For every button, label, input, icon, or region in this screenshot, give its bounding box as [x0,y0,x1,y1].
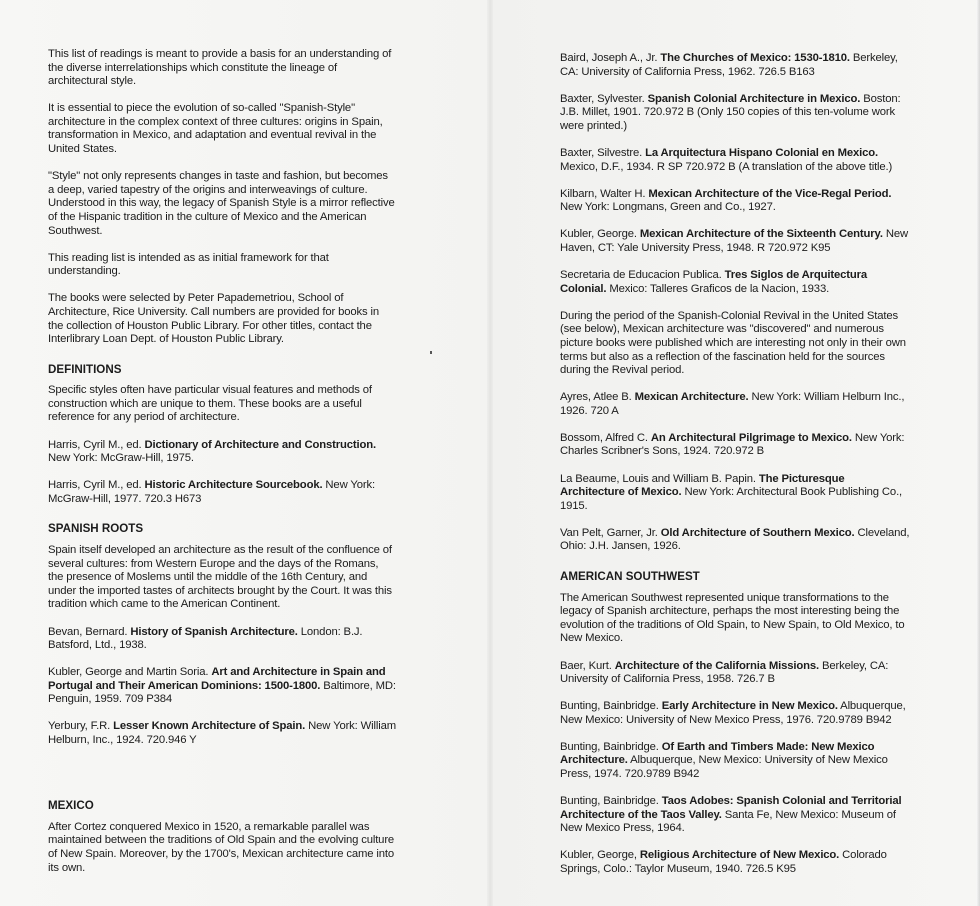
citation-publisher: Mexico, D.F., 1934. R SP 720.972 B (A translation of the above title.) [560,160,893,173]
citation [560,432,910,459]
citation-title: Lesser Known Architecture of Spain. [113,720,306,733]
citation-publisher: New York: William Helburn Inc., 1926. 720 A [560,391,905,417]
citation-author: Van Pelt, Garner, Jr. [560,526,661,539]
citation-title: Architecture of the California Missions. [614,659,820,672]
citation-publisher: New York: McGraw-Hill, 1977. 720.3 H673 [48,479,375,505]
citation-author: Secretaria de Educacion Publica. [560,269,725,282]
citation [48,439,396,466]
citation-author: Ayres, Atlee B. [560,391,635,404]
section-spacer [48,761,396,799]
citation-title: Of Earth and Timbers Made: New Mexico Architecture. [560,740,875,767]
definitions-text: Specific styles often have particular visual features and methods of construction which are unique to them. These books are a useful reference for any period of architecture. [48,384,372,424]
citation-title: The Churches of Mexico: 1530-1810. [660,52,850,64]
intro-paragraph: This reading list is intended as as initial framework for that understanding. [48,251,329,278]
citation-title: Historic Architecture Sourcebook. [144,479,323,492]
paper-speck [430,351,432,354]
citation [560,700,910,727]
citation [560,849,910,876]
citation [560,188,910,215]
citation [48,626,396,653]
citation-publisher: Baltimore, MD: Penguin, 1959. 709 P384 [48,679,396,706]
citation-publisher: Boston: J.B. Millet, 1901. 720.972 B (Only 150 copies of this ten-volume work were printed.) [560,92,901,132]
citation-title: La Arquitectura Hispano Colonial en Mexico. [645,146,878,159]
citation-publisher: New York: Architectural Book Publishing Co., 1915. [560,486,903,512]
page-fold [487,0,493,906]
citation-publisher: New York: McGraw-Hill, 1975. [48,452,194,465]
citation-author: Bunting, Bainbridge. [560,795,662,808]
citation-title: Taos Adobes: Spanish Colonial and Territorial Architecture of the Taos Valley. [560,795,902,821]
citation-publisher: New York: Charles Scribner's Sons, 1924. 720.972 B [560,431,905,458]
citation [560,93,910,134]
citation [48,720,396,747]
citation [560,473,910,514]
citation-title: An Architectural Pilgrimage to Mexico. [650,431,852,444]
citation-title: Art and Architecture in Spain and Portugal and Their American Dominions: 1500-1800. [48,666,386,692]
citation-publisher: London: B.J. Batsford, Ltd., 1938. [48,625,363,652]
southwest-text: The American Southwest represented unique transformations to the legacy of Spanish architecture, perhaps the most interesting being the evolution of the traditions of Old Spain, to New Spain, to Old Mexico, to New Mexico. [560,591,905,645]
citation-title: History of Spanish Architecture. [130,625,298,638]
citation-publisher: Albuquerque, New Mexico: University of New Mexico Press, 1976. 720.9789 B942 [560,700,906,726]
citation [560,391,910,418]
citation-publisher: Berkeley, CA: University of California Press, 1958. 726.7 B [560,659,889,686]
citation-title: Dictionary of Architecture and Construction. [144,438,376,451]
citation [560,527,910,554]
citation-publisher: Colorado Springs, Colo.: Taylor Museum, 1940. 726.5 K95 [560,849,887,876]
mexico-text: After Cortez conquered Mexico in 1520, a remarkable parallel was maintained between the traditions of Old Spain and the evolving culture of New Spain. Moreover, by the 1700's, Mexican architecture came into its own. [48,820,395,874]
citation-publisher: New Haven, CT: Yale University Press, 1948. R 720.972 K95 [560,228,908,254]
citation-author: Bevan, Bernard. [48,625,131,638]
citation [560,660,910,687]
citation [560,147,910,174]
citation-author: Bunting, Bainbridge. [560,740,662,753]
revival-text: During the period of the Spanish-Colonial Revival in the United States (see below), Mexican architecture was "discovered" and numerous picture books were published which are interesting not only in their own terms but also as a reflection of the fascination held for the sources during the Revival period. [560,309,906,377]
page-edge [976,0,980,906]
citation-publisher: Mexico: Talleres Graficos de la Nacion, 1933. [606,282,830,295]
citation-title: Tres Siglos de Arquitectura Colonial. [560,269,868,295]
left-column [48,48,396,889]
citation-author: Bossom, Alfred C. [560,431,651,444]
citation [560,52,910,79]
citation [48,479,396,506]
citation-title: Mexican Architecture. [634,391,749,404]
citation-author: Harris, Cyril M., ed. [48,479,145,492]
citation [560,228,910,255]
citation [560,741,910,782]
citation-author: Baxter, Sylvester. [560,92,648,105]
spanish-roots-text: Spain itself developed an architecture as the result of the confluence of several cultures: from Western Europe and the days of the Romans, the presence of Moslems until the middle of the 16th Century, and under the imported tastes of architects brought by the Court. It was this tradition which came to the American Continent. [48,544,392,611]
citation-author: Baird, Joseph A., Jr. [560,52,661,64]
intro-paragraph: "Style" not only represents changes in taste and fashion, but becomes a deep, varied tapestry of the origins and interweavings of culture. Understood in this way, the legacy of Spanish Style is a mirror reflective of the Hispanic tradition in the culture of Mexico and the American Southwest. [48,170,395,237]
citation-publisher: Cleveland, Ohio: J.H. Jansen, 1926. [560,526,910,553]
citation-title: Early Architecture in New Mexico. [661,700,838,713]
citation-author: Kubler, George. [560,228,640,241]
citation-publisher: Albuquerque, New Mexico: University of New Mexico Press, 1974. 720.9789 B942 [560,754,888,781]
intro-paragraph: This list of readings is meant to provide a basis for an understanding of the diverse interrelationships which constitute the lineage of architectural style. [48,48,392,88]
citation-title: Mexican Architecture of the Sixteenth Century. [639,228,883,241]
mexico-heading: MEXICO [48,799,94,813]
citation-title: Religious Architecture of New Mexico. [639,849,840,862]
citation-author: Kubler, George and Martin Soria. [48,666,212,679]
citation-title: Spanish Colonial Architecture in Mexico. [647,92,861,105]
citation-author: Bunting, Bainbridge. [560,700,662,713]
citation-publisher: Berkeley, CA: University of California Press, 1962. 726.5 B163 [560,52,898,78]
citation-title: Old Architecture of Southern Mexico. [660,526,855,539]
citation-author: Harris, Cyril M., ed. [48,438,145,451]
citation-author: Yerbury, F.R. [48,720,114,733]
citation-title: Mexican Architecture of the Vice-Regal Period. [648,187,892,200]
citation-author: Baer, Kurt. [560,659,615,672]
citation [48,666,396,707]
citation-publisher: New York: William Helburn, Inc., 1924. 720.946 Y [48,720,397,747]
citation-author: Baxter, Silvestre. [560,146,646,159]
citation-author: La Beaume, Louis and William B. Papin. [560,472,759,485]
citation-publisher: Santa Fe, New Mexico: Museum of New Mexico Press, 1964. [560,808,896,835]
citation-author: Kilbarn, Walter H. [560,187,649,200]
citation [560,269,910,296]
definitions-heading: DEFINITIONS [48,362,122,376]
citation [560,795,910,836]
citation-author: Kubler, George, [560,849,640,862]
intro-paragraph: It is essential to piece the evolution of so-called "Spanish-Style" architecture in the complex context of three cultures: origins in Spain, transformation in Mexico, and adaptation and eventual revival in the United States. [48,102,383,156]
citation-title: The Picturesque Architecture of Mexico. [560,472,845,499]
spanish-roots-heading: SPANISH ROOTS [48,522,144,536]
citation-publisher: New York: Longmans, Green and Co., 1927. [560,201,776,214]
intro-paragraph: The books were selected by Peter Papademetriou, School of Architecture, Rice University. Call numbers are provided for books in the collection of Houston Public Library. For other titles, contact the Interlibrary Loan Dept. of Houston Public Library. [48,292,379,346]
southwest-heading: AMERICAN SOUTHWEST [560,570,700,584]
right-column [560,52,910,890]
